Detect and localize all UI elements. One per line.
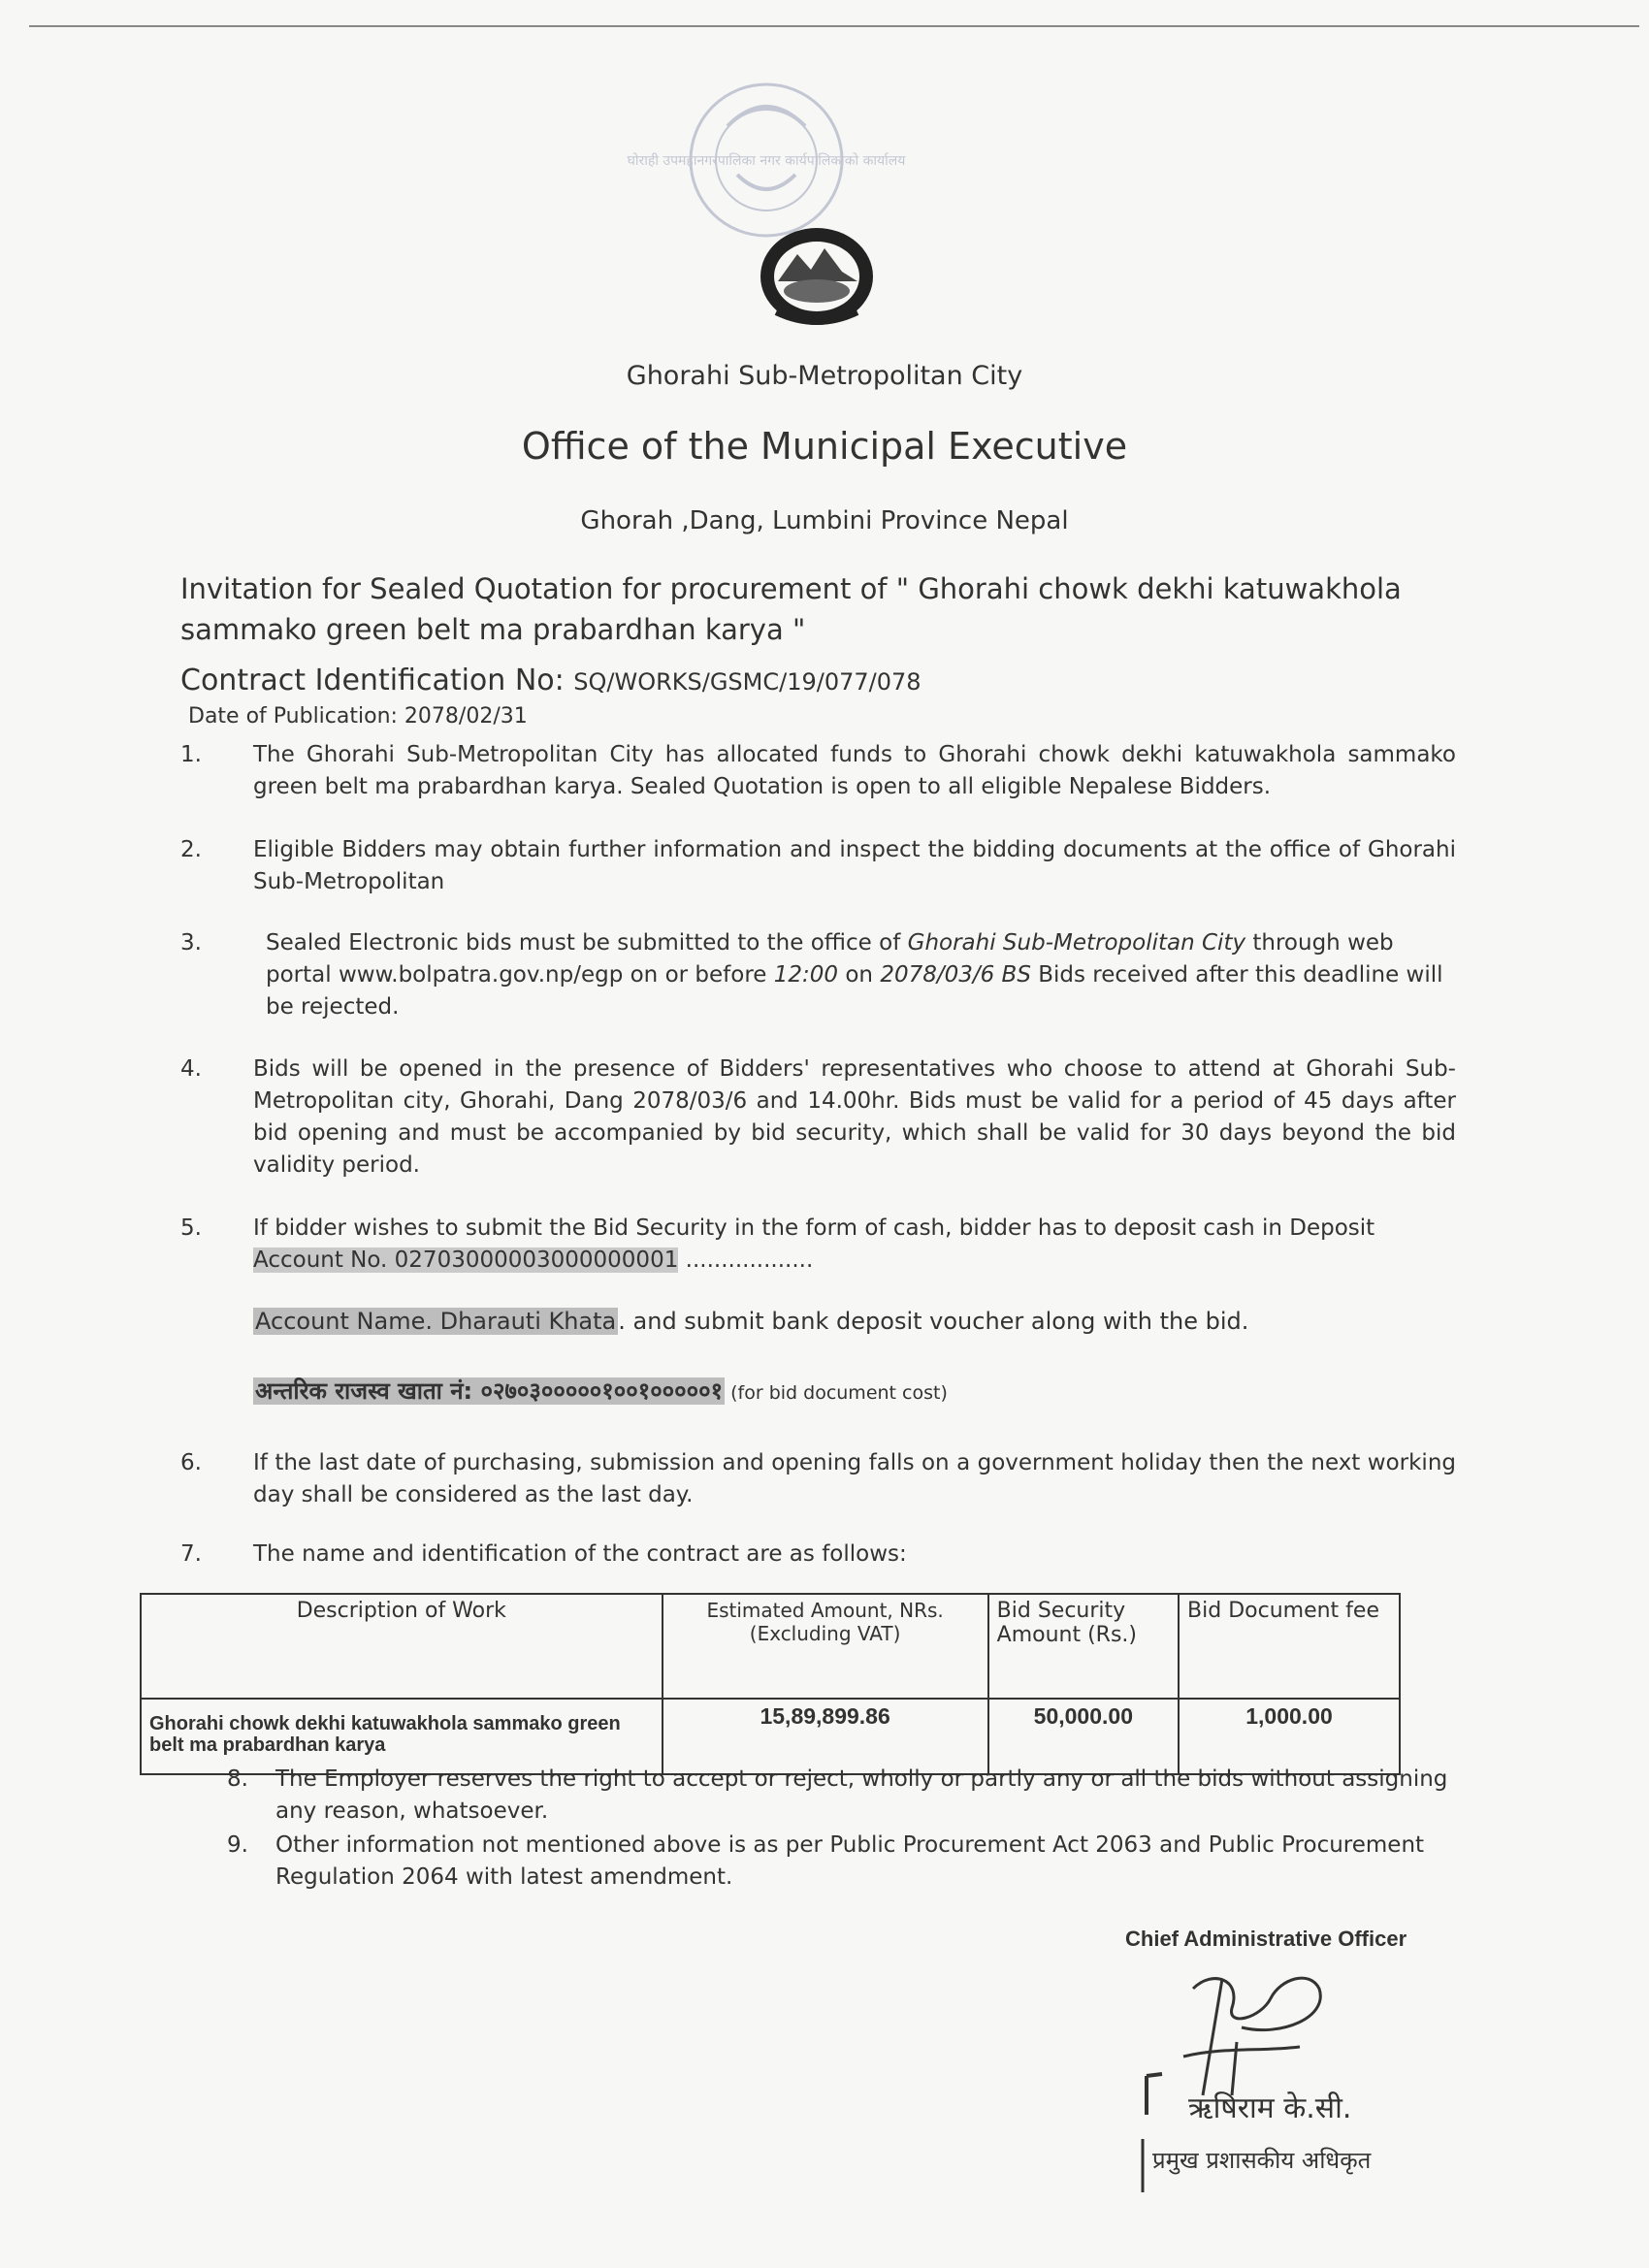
item-text (266, 927, 1449, 1023)
item-text: The name and identification of the contract are as follows: (253, 1541, 907, 1567)
office-address: Ghorah ,Dang, Lumbini Province Nepal (580, 506, 1069, 535)
table-header-cell: Bid Security Amount (Rs.) (988, 1594, 1179, 1699)
item-number: 2. (180, 837, 202, 862)
revenue-account-number: अन्तरिक राजस्व खाता नं: ०२७०३०००००१००१०००००१ (255, 1377, 724, 1405)
top-rule (29, 25, 1639, 27)
contract-table (140, 1593, 1401, 1775)
contract-identification (180, 664, 922, 697)
item-text: Eligible Bidders may obtain further information and inspect the bidding documents at the office of Ghorahi Sub-Metropolitan (253, 837, 1456, 894)
signatory-title: Chief Administrative Officer (1125, 1927, 1407, 1951)
revenue-account-note: (for bid document cost) (725, 1382, 948, 1404)
item-text (253, 1213, 1456, 1277)
item-text: If the last date of purchasing, submission and opening falls on a government holiday then the next working day shall be considered as the last day. (253, 1450, 1456, 1507)
item-text: Bids will be opened in the presence of Bidders' representatives who choose to attend at Ghorahi Sub-Metropolitan city, Ghorahi, Dang 2078/03/6 and 14.00hr. Bids must be valid for a period of 45 days after bid opening and must be accompanied by bid security, which shall be valid for 30 days beyond the bid validity period. (253, 1056, 1456, 1178)
item-text-date: 2078/03/6 BS (880, 962, 1031, 988)
item-number: 3. (180, 930, 202, 956)
city-name: Ghorahi Sub-Metropolitan City (626, 361, 1023, 391)
table-cell: 1,000.00 (1179, 1699, 1400, 1774)
item-text-part: through web portal www.bolpatra.gov.np/egp on or before (266, 930, 1394, 988)
item-text-part: Bids received after this deadline will be rejected. (266, 962, 1443, 1020)
signature-stroke (1203, 1979, 1222, 2095)
table-header-cell: Bid Document fee (1179, 1594, 1400, 1699)
account-name: Account Name. Dharauti Khata (255, 1308, 617, 1335)
account-name-rest: . and submit bank deposit voucher along with the bid. (618, 1308, 1249, 1335)
table-cell: 15,89,899.86 (663, 1699, 988, 1774)
item-number: 6. (180, 1450, 202, 1475)
table-header-cell: Description of Work (141, 1594, 663, 1699)
contract-number: SQ/WORKS/GSMC/19/077/078 (573, 668, 922, 696)
signature-stroke (1183, 2047, 1300, 2057)
contract-label: Contract Identification No: (180, 664, 574, 697)
item-number: 4. (180, 1056, 202, 1082)
invitation-title: Invitation for Sealed Quotation for procurement of " Ghorahi chowk dekhi katuwakhola sammako green belt ma prabardhan karya " (180, 572, 1402, 646)
office-title: Office of the Municipal Executive (521, 425, 1128, 468)
item-text-part: If bidder wishes to submit the Bid Security in the form of cash, bidder has to deposit cash in Deposit (253, 1215, 1375, 1241)
publication-date-label: Date of Publication: (188, 704, 404, 729)
signatory-designation: प्रमुख प्रशासकीय अधिकृत (1152, 2147, 1372, 2174)
deposit-account-number: Account No. 02703000003000000001 (253, 1247, 679, 1273)
signature-stroke (1193, 1978, 1320, 2030)
table-header-cell: Estimated Amount, NRs.(Excluding VAT) (663, 1594, 988, 1699)
item-text-part: on (838, 962, 881, 988)
item-text-time: 12:00 (773, 962, 839, 988)
signature-stamp (1135, 1950, 1426, 2221)
table-cell: 50,000.00 (988, 1699, 1179, 1774)
item-number: 7. (180, 1541, 202, 1567)
item-text: The Employer reserves the right to accept or reject, wholly or partly any or all the bids without assigning any reason, whatsoever. (275, 1766, 1448, 1824)
publication-date-value: 2078/02/31 (404, 704, 528, 729)
item-text: The Ghorahi Sub-Metropolitan City has allocated funds to Ghorahi chowk dekhi katuwakhola sammako green belt ma prabardhan karya. Sealed Quotation is open to all eligible Nepalese Bidders. (253, 742, 1456, 799)
item-text-part: Sealed Electronic bids must be submitted to the office of (266, 930, 908, 956)
item-text-dots: .................. (678, 1247, 814, 1273)
item-text: Other information not mentioned above is as per Public Procurement Act 2063 and Public Procurement Regulation 2064 with latest amendment. (275, 1832, 1425, 1890)
item-number: 1. (180, 742, 202, 767)
item-number: 8. (227, 1766, 248, 1792)
account-name-line (253, 1306, 1456, 1338)
publication-date (188, 704, 528, 729)
revenue-account-line (253, 1376, 1456, 1409)
table-cell: Ghorahi chowk dekhi katuwakhola sammako green belt ma prabardhan karya (141, 1699, 663, 1774)
item-text-office: Ghorahi Sub-Metropolitan City (907, 930, 1246, 956)
seal-text: घोराही उपमहानगरपालिका नगर कार्यपालिकाको कार्यालय (627, 153, 906, 169)
item-number: 9. (227, 1832, 248, 1858)
item-number: 5. (180, 1215, 202, 1241)
signatory-name: ऋषिराम के.सी. (1188, 2091, 1352, 2125)
nepal-emblem-icon (757, 223, 878, 330)
table-header-row (141, 1594, 1400, 1699)
